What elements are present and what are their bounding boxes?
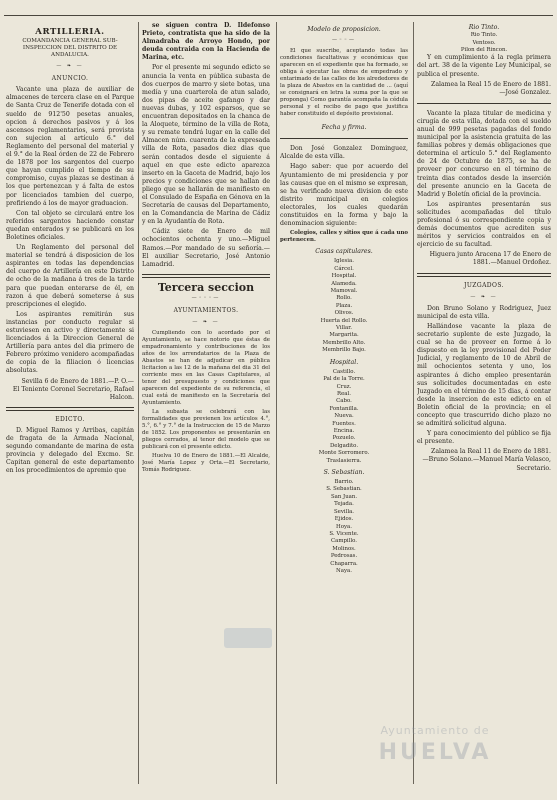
edicto-continuation: se siguen contra D. Ildefonso Prieto, contratista que ha sido de la Almadraba de Arroyo Hondo, por deuda contraida con la Hacienda de Marina, etc. xyxy=(142,22,270,62)
anuncio-paragraph: Vacante una plaza de auxiliar de almacenes de tercera clase en el Parque de Santa Cruz de Tenerife dotada con el sueldo de 912'50 pesetas anuales, opcion á derechos pasivos y á los ascensos reglamentarios, será provista con sujecion al artículo 6.° del Reglamento del personal del material y el 9.° de la Real órden de 22 de Febrero de 1878 por los sargentos del cuerpo que hayan cumplido el tiempo de su compromiso, cuyas plazas se destinan á los que pertenezcan y á falta de estos por licenciados tambien del cuerpo, prefiriendo á los de mayor graduacion. xyxy=(6,86,134,207)
list-item: Barrio. xyxy=(334,479,354,486)
signoff: Zalamea la Real 11 de Enero de 1881.—Bruno Solano.—Manuel María Velasco, Secretario. xyxy=(422,448,551,472)
list-item: S. Vicente. xyxy=(329,530,359,537)
signoff: Zalamea la Real 15 de Enero de 1881.—José Gonzalez. xyxy=(431,80,551,96)
section-title-artilleria: ARTILLERIA. xyxy=(35,27,105,37)
list-item: Pilon del Rincon. xyxy=(460,46,508,53)
hago-saber-text: Hago saber: que por acuerdo del Ayuntamiento de mi presidencia y por las causas que en el mismo se expresan, se ha verificado nueva division de este distrito municipal en colegios electorales, los cuales quedarán constituidos en la forma y bajo la denominacion siguiente: xyxy=(280,163,408,228)
list-item: Monte Sorromero. xyxy=(318,450,370,457)
ornament-divider: —◦◦◦— xyxy=(191,294,221,301)
list-item: Membrillo Alto. xyxy=(322,339,366,346)
double-rule xyxy=(142,274,270,278)
top-rule xyxy=(4,15,553,16)
list-item: Rio Tinto. xyxy=(470,32,498,39)
edicto-signoff: Cádiz siete de Enero de mil ochocientos ochenta y uno.—Miguel Ramos.—Por mandado de su señoría.—El auxiliar Secretario, José Antonio Lamadrid. xyxy=(142,228,270,268)
list-item: Cruz. xyxy=(336,383,352,390)
list-item: Real. xyxy=(337,390,351,397)
ayuntamientos-heading: AYUNTAMIENTOS. xyxy=(173,307,239,314)
edicto-heading: EDICTO. xyxy=(55,415,85,423)
list-item: San Juan. xyxy=(330,493,358,500)
colegios-intro: Colegios, calles y sitios que á cada uno pertenecen. xyxy=(280,230,408,244)
list-item: Nueva. xyxy=(334,413,354,420)
section-subtitle: COMANDANCIA GENERAL SUB-INSPECCION DEL DISTRITO DE ANDALUCIA. xyxy=(22,38,118,59)
list-item: Iglesia. xyxy=(334,258,354,265)
list-item: Encina. xyxy=(333,427,355,434)
medicine-vacancy-paragraph: Vacante la plaza titular de medicina y cirugía de esta villa, dotada con el sueldo anual de 999 pesetas pagadas del fondo municipal por la asistencia gratuita de las familias pobres y demás obligaciones que determina el artículo 5.° del Reglamento de 24 de Octubre de 1875, se ha de proveer por concurso en el término de treinta dias contados desde la inserción del presente anuncio en la Gaceta de Madrid y Boletín oficial de la provincia. xyxy=(417,109,551,198)
list-item: Rollo. xyxy=(336,295,352,302)
column-3 xyxy=(280,22,408,790)
signoff: Higuera junto Aracena 17 de Enero de 1881.—Manuel Ordoñez. xyxy=(429,251,551,267)
rule xyxy=(280,138,408,139)
list-item: Ventoso. xyxy=(472,39,496,46)
list-item: Molinos. xyxy=(332,545,356,552)
don-jose-text: Don José Gonzalez Dominguez, Alcalde de esta villa. xyxy=(280,145,408,161)
column-4 xyxy=(417,22,551,790)
list-item: Naya. xyxy=(336,567,352,574)
list-item: Campillo. xyxy=(331,538,357,545)
rio-tinto-list xyxy=(417,32,551,54)
modelo-text: El que suscribe, aceptando todas las condiciones facultativas y económicas que aparecen en el expediente que ha formado, se obliga á ejecutar las obras de empedrado y entarimado de las calles de los alrededores de la plaza de Abastos en la cantidad de ... (aquí se consignará en letra la suma por la que se proponga) Como garantía acompaña la cédula personal y el recibo de pago que justifica haber constituido el depósito provisional. xyxy=(280,48,408,118)
list-item: Pal de la Torre. xyxy=(323,376,365,383)
list-item: Margarita. xyxy=(329,332,359,339)
list-item: Fontanilla. xyxy=(329,405,359,412)
tercera-seccion-title: Tercera seccion xyxy=(157,280,255,294)
hospital-heading: Hospital. xyxy=(329,358,359,366)
sebastian-heading: S. Sebastian. xyxy=(323,468,365,476)
list-item: Chaparra. xyxy=(330,560,358,567)
list-item: Traslasierra. xyxy=(326,457,362,464)
hospital-list xyxy=(280,369,408,465)
casas-list xyxy=(280,258,408,354)
ornament-divider: — ❧ — xyxy=(470,293,498,300)
list-item: Delgadito. xyxy=(329,442,359,449)
list-item: Plaza. xyxy=(335,302,353,309)
casas-heading: Casas capitulares. xyxy=(315,248,373,256)
list-item: Hospital. xyxy=(331,273,357,280)
juzgado-paragraph: Y para conocimiento del público se fija el presente. xyxy=(417,430,551,446)
list-item: Huerta del Rollo. xyxy=(320,317,368,324)
column-separator xyxy=(138,22,139,784)
list-item: Pozuelo. xyxy=(332,435,356,442)
list-item: Cabo. xyxy=(336,398,352,405)
rio-tinto-heading: Rio Tinto. xyxy=(468,24,500,31)
column-1 xyxy=(6,22,134,790)
double-rule xyxy=(417,273,551,277)
juzgados-heading: JUZGADOS. xyxy=(464,281,504,289)
juzgado-intro: Don Bruno Solano y Rodriguez, Juez municipal de esta villa. xyxy=(417,304,551,320)
list-item: Membrillo Bajo. xyxy=(322,347,366,354)
list-item: Villar. xyxy=(336,324,352,331)
list-item: Castillo. xyxy=(332,368,356,375)
watermark-line-2: HUELVA xyxy=(378,740,492,765)
applicants-paragraph: Los aspirantes presentarán sus solicitudes acompañadas del título profesional ó su correspondiente copia y demás documentos que acrediten sus méritos y servicios contraidos en el ejercicio de su facultad. xyxy=(417,200,551,249)
list-item: Sevilla. xyxy=(333,508,355,515)
list-item: Pedrosas. xyxy=(330,553,358,560)
ornament-divider: — ❧ — xyxy=(192,319,220,326)
list-item: Olivos. xyxy=(334,310,354,317)
double-rule xyxy=(6,407,134,411)
watermark-line-1: Ayuntamiento de xyxy=(380,724,490,737)
rule xyxy=(417,103,551,104)
anuncio-paragraph: Con tal objeto se circulará entre los referidos sargentos haciendo constar quedan enterados y se publicará en los Boletines oficiales. xyxy=(6,209,134,241)
ornament-divider: — ❧ — xyxy=(56,63,84,70)
edicto-paragraph: Por el presente mi segundo edicto se anuncia la venta en pública subasta de dos cuerpos de marro y siete botas, una medía y una cuarterola de atun salado, dos pipas de aceite gafango y dar nuevas dubas, y 102 esparsos, que se encuentran depositados en la chanca de la Aloquete, término de la villa de Rota, y su remate tendrá lugar en la calle del Almacen núm. cuarenta de la expresada villa de Rota, pasados diez dias que serán contados desde el siguiente á aquel en que este edicto aparezca inserto en la Gaceta de Madrid, bajo los precios y condiciones que se hallan de pliego que se hallarán de manifiesto en el Consulado de España en Génova en la Secretaría de causas del Departamento, en la Comandancia de Marina de Cádiz y en la Ayudantía de Rota. xyxy=(142,64,270,226)
ayuntamiento-paragraph: La subasta se celebrará con las formalidades que previenen los artículos 4.°, 5.°, 6.° y 7.° de la Instruccion de 15 de Marzo de 1852. Los proponentes se presentarán en pliegos cerrados, al tenor del modelo que se publicará con el presente edicto. xyxy=(142,409,270,451)
modelo-title: Modelo de proposicion. xyxy=(307,26,381,33)
list-item: Hoya. xyxy=(336,523,352,530)
sebastian-list xyxy=(280,479,408,575)
anuncio-heading: ANUNCIO. xyxy=(51,75,89,83)
list-item: S. Sebastian. xyxy=(326,486,362,493)
list-item: Alameda. xyxy=(331,280,357,287)
ayuntamiento-signoff: Huelva 10 de Enero de 1881.—El Alcalde, José María Lopez y Orta.—El Secretario, Tomás Rodriguez. xyxy=(142,453,270,474)
fecha-firma: Fecha y firma. xyxy=(321,124,367,132)
column-separator xyxy=(276,22,277,784)
anuncio-paragraph: Un Reglamento del personal del material se tendrá á disposicion de los aspirantes en todas las dependencias del cuerpo de Artillería en este Distrito de ocho de la mañana á tres de la tarde para que puedan enterarse de él, en razon á que deberá someterse á sus prescripciones el elegido. xyxy=(6,244,134,308)
list-item: Cárcel. xyxy=(334,265,354,272)
list-item: Fuentes. xyxy=(332,420,356,427)
publication-paragraph: Y en cumplimiento á la regla primera del art. 38 de la vigente Ley Municipal, se publica el presente. xyxy=(417,54,551,78)
ink-stain xyxy=(224,628,272,648)
list-item: Tejada. xyxy=(334,501,354,508)
anuncio-signoff: Sevilla 6 de Enero de 1881.—P. O.—El Teniente Coronel Secretario, Rafael Halcon. xyxy=(12,377,134,401)
ayuntamiento-paragraph: Cumpliendo con lo acordado por el Ayuntamiento, se hace notorio que éstas de empadronamiento y contribuciones de los años de los arrendatarios de la Plaza de Abastos se han de adjudicar en pública licitacion a las 12 de la mañana del dia 31 del corriente mes en las Casas Capitulares, al tenor del presupuesto y condiciones que aparecen del expediente de su referencia, el cual está de manifiesto en la Secretaría del Ayuntamiento. xyxy=(142,330,270,407)
ornament-divider: —◦◦— xyxy=(332,37,356,44)
edicto-paragraph: D. Miguel Ramos y Arribas, capitán de fragata de la Armada Nacional, segundo comandante de marina de esta provincia y delegado del Excmo. Sr. Capitan general de este departamento en los procedimientos de apremio que xyxy=(6,426,134,475)
column-separator xyxy=(413,22,414,784)
list-item: Ejidos. xyxy=(334,516,354,523)
list-item: Mamoval. xyxy=(330,287,358,294)
juzgado-paragraph: Hallándose vacante la plaza de secretario suplente de este Juzgado, la cual se ha de proveer en forme á lo dispuesto en la ley provisional del Poder Judicial, y reglamento de 10 de Abril de mil ochocientos setenta y uno, los aspirantes á dicho empleo presentarán sus solicitudes documentadas en este Juzgado en el término de 15 dias, á contar desde la insercion de este edicto en el Boletin oficial de la provincia; en el concepto que trascurrido dicho plazo no se admitirá solicitud alguna. xyxy=(417,322,551,428)
column-2 xyxy=(142,22,270,790)
anuncio-paragraph: Los aspirantes remitirán sus instancias por conducto regular si estuviesen en activo y directamente si licenciados á la Direccion General de Artillería para antes del dia primero de Febrero próximo venidero acompañadas de copia de la filiacion ó licencias absolutas. xyxy=(6,310,134,375)
